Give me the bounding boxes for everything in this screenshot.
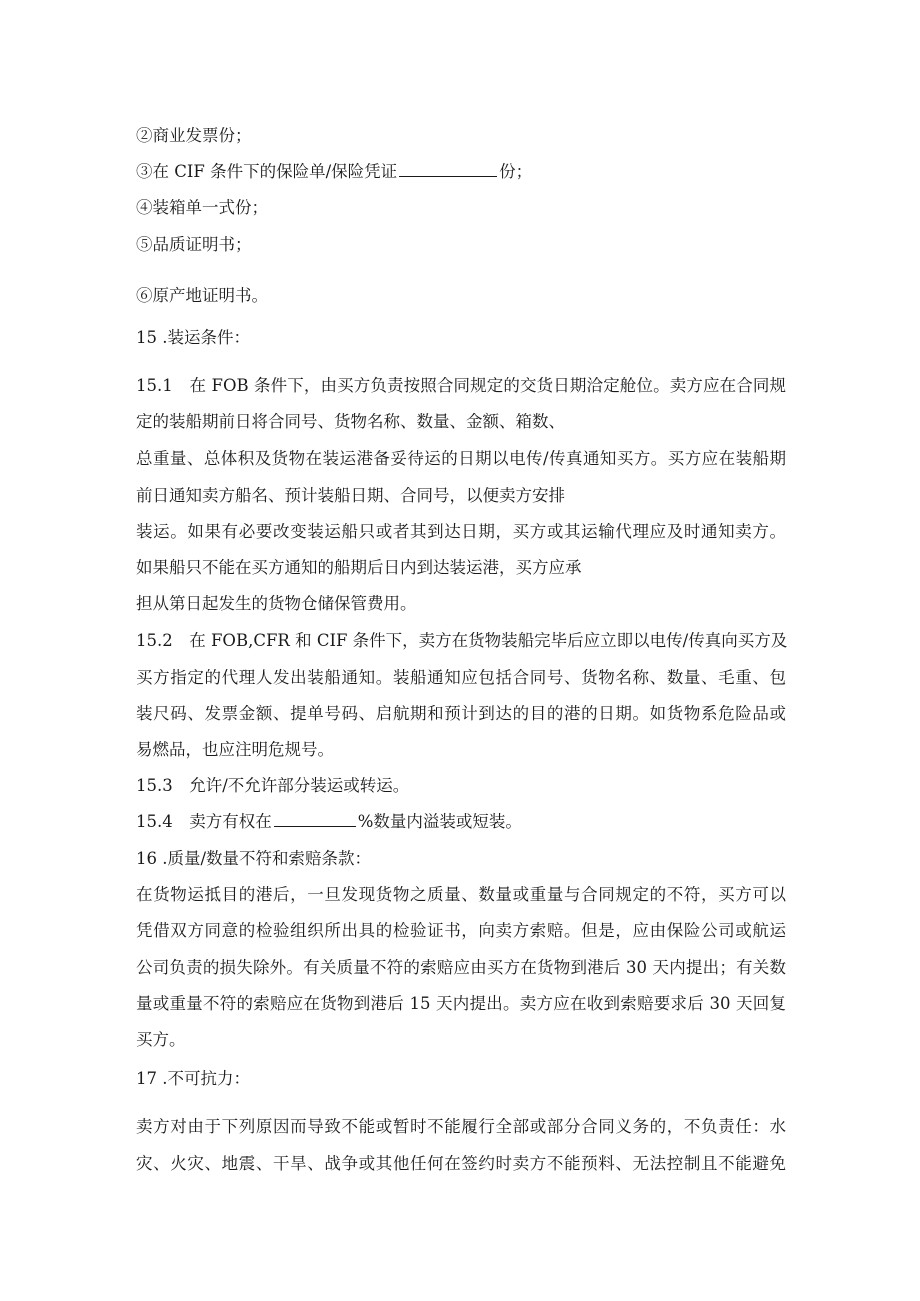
doc-item-packing-list: ④装箱单一式份； [136, 198, 268, 217]
section-15-heading: 15 .装运条件： [136, 328, 250, 347]
section-17-heading: 17 .不可抗力： [136, 1069, 250, 1088]
doc-item-insurance-text: ③在 CIF 条件下的保险单/保险凭证 [136, 162, 398, 181]
section-16-line: 凭借双方同意的检验组织所出具的检验证书，向卖方索赔。但是，应由保险公司或航运 [136, 921, 786, 940]
clause-15-2-line: 易燃品，也应注明危规号。 [136, 740, 334, 759]
doc-item-quality-certificate: ⑤品质证明书； [136, 235, 252, 254]
clause-15-1-line: 总重量、总体积及货物在装运港备妥待运的日期以电传/传真通知买方。买方应在装船期 [136, 449, 786, 468]
blank-overshipment-percent [274, 812, 356, 827]
doc-item-origin-certificate: ⑥原产地证明书。 [136, 286, 268, 305]
clause-15-1-line: 如果船只不能在买方通知的船期后日内到达装运港，买方应承 [136, 558, 582, 577]
clause-15-1-line: 担从第日起发生的货物仓储保管费用。 [136, 594, 417, 613]
doc-item-commercial-invoice: ②商业发票份； [136, 126, 252, 145]
clause-15-1-line: 装运。如果有必要改变装运船只或者其到达日期，买方或其运输代理应及时通知卖方。 [136, 522, 786, 541]
section-16-line: 在货物运抵目的港后，一旦发现货物之质量、数量或重量与合同规定的不符，买方可以 [136, 885, 786, 904]
clause-15-2-line: 买方指定的代理人发出装船通知。装船通知应包括合同号、货物名称、数量、毛重、包 [136, 668, 786, 687]
section-17-line: 灾、火灾、地震、干旱、战争或其他任何在签约时卖方不能预料、无法控制且不能避免 [136, 1154, 786, 1173]
clause-15-4-text: 15.4 卖方有权在 [136, 812, 272, 831]
clause-15-1-line: 前日通知卖方船名、预计装船日期、合同号，以便卖方安排 [136, 486, 565, 505]
doc-item-insurance-suffix: 份； [499, 162, 533, 181]
clause-15-3: 15.3 允许/不允许部分装运或转运。 [136, 776, 410, 795]
section-17-line: 卖方对由于下列原因而导致不能或暂时不能履行全部或部分合同义务的，不负责任：水 [136, 1117, 786, 1136]
section-16-line: 买方。 [136, 1030, 186, 1049]
clause-15-1-line: 15.1 在 FOB 条件下，由买方负责按照合同规定的交货日期洽定舱位。卖方应在合同规 [136, 376, 786, 395]
section-16-line: 公司负责的损失除外。有关质量不符的索赔应由买方在货物到港后 30 天内提出；有关数 [136, 958, 786, 977]
clause-15-1-line: 定的装船期前日将合同号、货物名称、数量、金额、箱数、 [136, 412, 565, 431]
doc-item-insurance-policy [136, 162, 532, 182]
clause-15-4 [136, 812, 522, 832]
clause-15-4-suffix: %数量内溢装或短装。 [357, 812, 522, 831]
section-16-line: 量或重量不符的索赔应在货物到港后 15 天内提出。卖方应在收到索赔要求后 30 天回复 [136, 994, 786, 1013]
clause-15-2-line: 装尺码、发票金额、提单号码、启航期和预计到达的目的港的日期。如货物系危险品或 [136, 704, 786, 723]
blank-insurance-copies [399, 162, 497, 177]
section-16-heading: 16 .质量/数量不符和索赔条款： [136, 849, 372, 868]
clause-15-2-line: 15.2 在 FOB,CFR 和 CIF 条件下，卖方在货物装船完毕后应立即以电传/传真向买方及 [136, 631, 788, 650]
